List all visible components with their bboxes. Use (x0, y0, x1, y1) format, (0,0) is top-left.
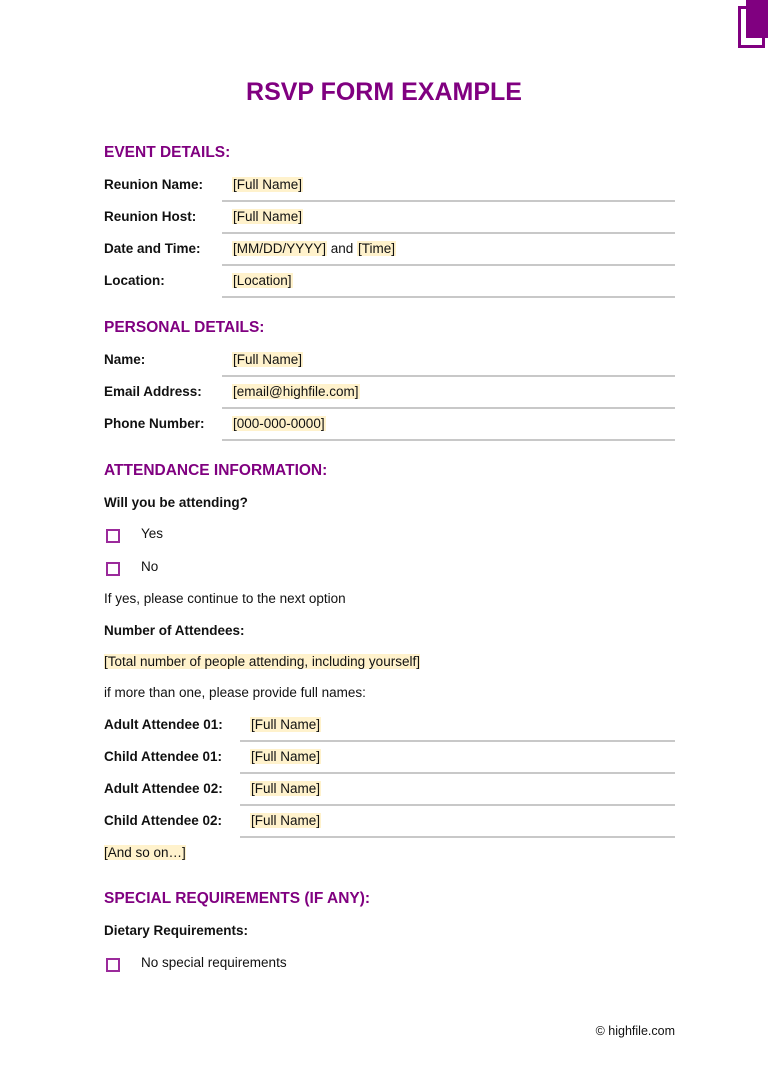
name-field[interactable] (232, 352, 303, 367)
adult-attendee-01-field[interactable] (250, 717, 321, 732)
page-title: RSVP FORM EXAMPLE (246, 78, 522, 106)
field-underline (240, 836, 675, 838)
child-attendee-02-value[interactable]: [Full Name] (251, 813, 321, 828)
child-attendee-02-label: Child Attendee 02: (104, 813, 223, 828)
dietary-label: Dietary Requirements: (104, 923, 249, 938)
adult-attendee-01-row (104, 710, 675, 742)
reunion-host-label: Reunion Host: (104, 209, 197, 224)
checkbox-no[interactable] (106, 562, 120, 576)
child-attendee-02-field[interactable] (250, 813, 321, 828)
reunion-host-row (104, 202, 675, 234)
logo-solid-icon (746, 0, 768, 38)
email-value[interactable]: [email@highfile.com] (233, 384, 359, 399)
names-instruction: if more than one, please provide full names: (104, 685, 366, 700)
and-so-on-field[interactable] (104, 845, 186, 860)
attendees-count-value[interactable]: [Total number of people attending, including yourself] (104, 654, 420, 669)
option-no-label: No (141, 559, 159, 574)
phone-field[interactable] (232, 416, 326, 431)
time-value[interactable]: [Time] (358, 241, 396, 256)
phone-value[interactable]: [000-000-0000] (233, 416, 325, 431)
attending-question: Will you be attending? (104, 495, 248, 510)
location-row (104, 266, 675, 298)
personal-details-heading: PERSONAL DETAILS: (104, 319, 265, 336)
field-underline (222, 296, 675, 298)
date-time-connector: and (327, 241, 358, 256)
adult-attendee-01-label: Adult Attendee 01: (104, 717, 223, 732)
adult-attendee-01-value[interactable]: [Full Name] (251, 717, 321, 732)
adult-attendee-02-value[interactable]: [Full Name] (251, 781, 321, 796)
attendees-label: Number of Attendees: (104, 623, 245, 638)
option-no-special-requirements-label: No special requirements (141, 955, 287, 970)
child-attendee-01-field[interactable] (250, 749, 321, 764)
date-time-label: Date and Time: (104, 241, 201, 256)
reunion-name-value[interactable]: [Full Name] (233, 177, 303, 192)
reunion-name-label: Reunion Name: (104, 177, 204, 192)
child-attendee-01-label: Child Attendee 01: (104, 749, 223, 764)
phone-label: Phone Number: (104, 416, 205, 431)
phone-row (104, 409, 675, 441)
email-row (104, 377, 675, 409)
date-value[interactable]: [MM/DD/YYYY] (233, 241, 327, 256)
date-time-field[interactable] (232, 241, 396, 256)
adult-attendee-02-label: Adult Attendee 02: (104, 781, 223, 796)
option-yes-label: Yes (141, 526, 164, 541)
reunion-host-field[interactable] (232, 209, 303, 224)
email-field[interactable] (232, 384, 360, 399)
field-underline (222, 439, 675, 441)
child-attendee-02-row (104, 806, 675, 838)
location-value[interactable]: [Location] (233, 273, 292, 288)
name-label: Name: (104, 352, 146, 367)
attendance-heading: ATTENDANCE INFORMATION: (104, 462, 328, 479)
name-value[interactable]: [Full Name] (233, 352, 303, 367)
date-time-row (104, 234, 675, 266)
adult-attendee-02-field[interactable] (250, 781, 321, 796)
child-attendee-01-value[interactable]: [Full Name] (251, 749, 321, 764)
name-row (104, 345, 675, 377)
and-so-on-value[interactable]: [And so on…] (104, 845, 186, 860)
email-label: Email Address: (104, 384, 202, 399)
reunion-host-value[interactable]: [Full Name] (233, 209, 303, 224)
event-details-heading: EVENT DETAILS: (104, 144, 231, 161)
checkbox-no-special-requirements[interactable] (106, 958, 120, 972)
attendees-count-field[interactable] (104, 654, 420, 669)
checkbox-yes[interactable] (106, 529, 120, 543)
child-attendee-01-row (104, 742, 675, 774)
location-label: Location: (104, 273, 165, 288)
copyright-footer: © highfile.com (595, 1024, 675, 1038)
special-requirements-heading: SPECIAL REQUIREMENTS (IF ANY): (104, 890, 371, 907)
adult-attendee-02-row (104, 774, 675, 806)
location-field[interactable] (232, 273, 293, 288)
reunion-name-row (104, 170, 675, 202)
reunion-name-field[interactable] (232, 177, 303, 192)
continue-instruction: If yes, please continue to the next option (104, 591, 346, 606)
